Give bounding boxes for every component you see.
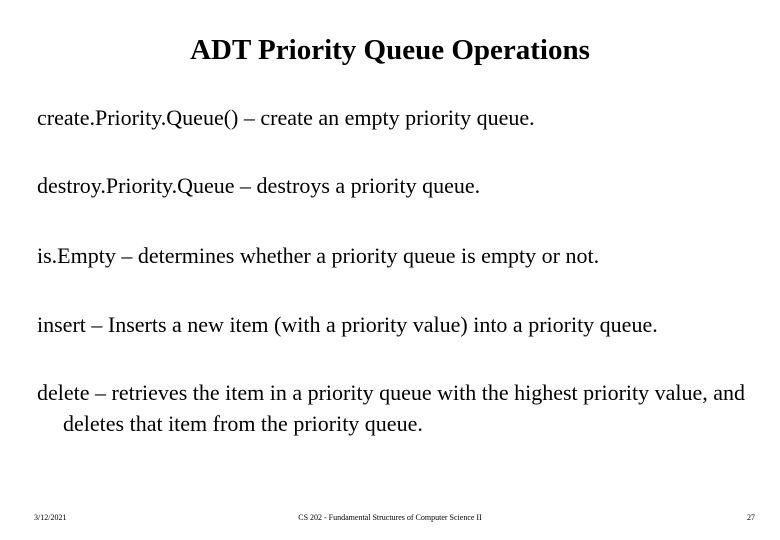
footer-date: 3/12/2021	[34, 513, 67, 522]
operation-item-create: create.Priority.Queue() – create an empty priority queue.	[37, 105, 535, 130]
operation-item-insert: insert – Inserts a new item (with a priority value) into a priority queue.	[37, 312, 658, 337]
footer-course: CS 202 - Fundamental Structures of Computer Science II	[298, 513, 482, 522]
operation-item-destroy: destroy.Priority.Queue – destroys a priority queue.	[37, 173, 481, 198]
operation-item-isempty: is.Empty – determines whether a priority queue is empty or not.	[37, 243, 600, 268]
footer-page-number: 27	[747, 513, 755, 522]
slide-title: ADT Priority Queue Operations	[190, 34, 590, 66]
operation-item-delete: delete – retrieves the item in a priority queue with the highest priority value, and deletes that item from the priority queue.	[37, 380, 746, 436]
